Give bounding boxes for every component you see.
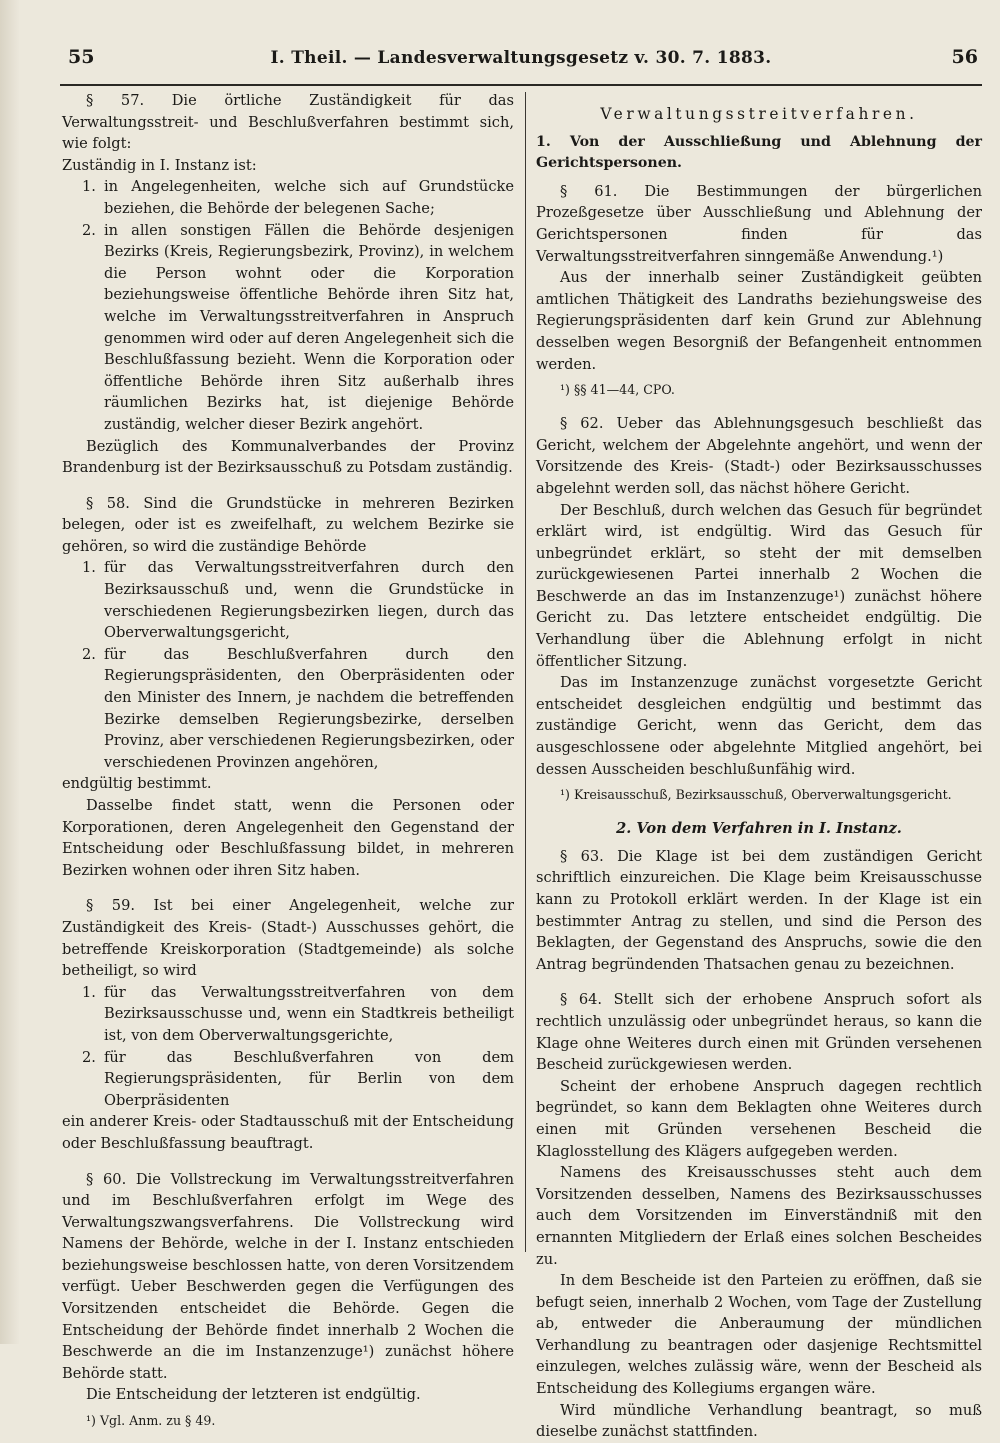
section-61: § 61. Die Bestimmungen der bürgerlichen Prozeßgesetze über Ausschließung und Ablehnung der Gerichtspersonen finden für das Verwaltungsstreitverfahren sinngemäße Anwendung.¹): [536, 182, 982, 265]
subheading-2: 2. Von dem Verfahren in I. Instanz.: [616, 820, 902, 838]
section-57-item: 2. in allen sonstigen Fällen die Behörde desjenigen Bezirks (Kreis, Regierungsbezirk, Provinz), in welchem die Person wohnt oder die Korporation beziehungsweise öffentliche Behörde ihren Sitz hat, welche im Verwaltungsstreitverfahren in Anspruch genommen wird oder auf deren Angelegenheit sich die Beschlußfassung bezieht. Wenn die Korporation oder öffentliche Behörde ihren Sitz außerhalb ihres räumlichen Bezirks hat, ist diejenige Behörde zuständig, welcher dieser Bezirk angehört.: [82, 221, 514, 433]
section-62-c: Das im Instanzenzuge zunächst vorgesetzte Gericht entscheidet desgleichen endgültig und bestimmt das zuständige Gericht, wenn das Gericht, dem das ausgeschlossene oder abgelehnte Mitglied angehört, bei dessen Ausscheiden beschlußunfähig wird.: [536, 674, 982, 778]
section-57-item: 1. in Angelegenheiten, welche sich auf Grundstücke beziehen, die Behörde der belegenen Sache;: [82, 178, 514, 217]
section-64: § 64. Stellt sich der erhobene Anspruch sofort als rechtlich unzulässig oder unbegründet heraus, so kann die Klage ohne Weiteres durch einen mit Gründen versehenen Bescheid zurückgewiesen werden.: [536, 991, 982, 1074]
footnote-61: ¹) §§ 41—44, CPO.: [560, 382, 675, 398]
section-59-item: 1. für das Verwaltungsstreitverfahren von dem Bezirksausschusse und, wenn ein Stadtkreis betheiligt ist, von dem Oberverwaltungsgerichte,: [82, 983, 514, 1044]
header-rule: [60, 84, 982, 86]
section-58-item: 2. für das Beschlußverfahren durch den Regierungspräsidenten, den Oberpräsidenten oder den Minister des Innern, je nachdem die betreffenden Bezirke demselben Regierungsbezirke, derselben Provinz, aber verschiedenen Regierungsbezirken, oder verschiedenen Provinzen angehören,: [82, 645, 514, 771]
chapter-heading: Verwaltungsstreitverfahren.: [600, 105, 918, 123]
section-60: § 60. Die Vollstreckung im Verwaltungsstreitverfahren und im Beschlußverfahren erfolgt im Wege des Verwaltungszwangsverfahrens. Die Vollstreckung wird Namens der Behörde, welche in der I. Instanz entschieden beziehungsweise beschlossen hatte, von deren Vorsitzendem verfügt. Ueber Beschwerden gegen die Verfügungen des Vorsitzenden entscheidet die Behörde. Gegen die Entscheidung der Behörde findet innerhalb 2 Wochen die Beschwerde an die im Instanzenzuge¹) zunächst höhere Behörde statt.: [62, 1170, 514, 1382]
left-column: [62, 90, 514, 1430]
right-page-number: 56: [951, 46, 978, 68]
section-62: § 62. Ueber das Ablehnungsgesuch beschließt das Gericht, welchem der Abgelehnte angehört, und wenn der Vorsitzende des Kreis- (Stadt-) oder Bezirksausschusses abgelehnt werden soll, das nächst höhere Gericht.: [536, 415, 982, 497]
right-column: [536, 90, 982, 1443]
section-62-b: Der Beschluß, durch welchen das Gesuch für begründet erklärt wird, ist endgültig. Wird das Gesuch für unbegründet erklärt, so steht der mit demselben zurückgewiesenen Partei innerhalb 2 Wochen die Beschwerde an das im Instanzenzuge¹) zunächst höhere Gericht zu. Das letztere entscheidet endgültig. Die Verhandlung über die Ablehnung erfolgt in nicht öffentlicher Sitzung.: [536, 501, 982, 670]
footnote-62: ¹) Kreisausschuß, Bezirksausschuß, Oberverwaltungsgericht.: [560, 787, 952, 803]
section-57-intro: § 57. Die örtliche Zuständigkeit für das Verwaltungsstreit- und Beschlußverfahren bestimmt sich, wie folgt:: [62, 92, 514, 153]
subheading-1: 1. Von der Ausschließung und Ablehnung der Gerichtspersonen.: [536, 133, 982, 172]
section-58-item: 1. für das Verwaltungsstreitverfahren durch den Bezirksausschuß und, wenn die Grundstücke in verschiedenen Regierungsbezirken liegen, durch das Oberverwaltungsgericht,: [82, 559, 514, 642]
section-64-d: In dem Bescheide ist den Parteien zu eröffnen, daß sie befugt seien, innerhalb 2 Wochen, vom Tage der Zustellung ab, entweder die Anberaumung der mündlichen Verhandlung zu beantragen oder dasjenige Rechtsmittel einzulegen, welches zulässig wäre, wenn der Bescheid als Entscheidung des Kollegiums ergangen wäre.: [536, 1272, 982, 1398]
column-divider: [525, 92, 526, 1252]
section-59-intro: § 59. Ist bei einer Angelegenheit, welche zur Zuständigkeit des Kreis- (Stadt-) Ausschusses gehört, die betreffende Kreiskorporation (Stadtgemeinde) als solche betheiligt, so wird: [62, 897, 514, 980]
section-58-end: endgültig bestimmt.: [62, 775, 212, 793]
section-58-intro: § 58. Sind die Grundstücke in mehreren Bezirken belegen, oder ist es zweifelhaft, zu welchem Bezirke sie gehören, so wird die zuständige Behörde: [62, 494, 514, 555]
section-59-item: 2. für das Beschlußverfahren von dem Regierungspräsidenten, für Berlin von dem Oberpräsidenten: [82, 1048, 514, 1109]
section-63: § 63. Die Klage ist bei dem zuständigen Gericht schriftlich einzureichen. Die Klage beim Kreisausschusse kann zu Protokoll erklärt werden. In der Klage ist ein bestimmter Antrag zu stellen, und sind die Person des Beklagten, der Gegenstand des Anspruchs, sowie die den Antrag begründenden Thatsachen genau zu bezeichnen.: [536, 847, 982, 973]
section-57-line: Zuständig in I. Instanz ist:: [62, 156, 257, 174]
running-title: I. Theil. — Landesverwaltungsgesetz v. 30. 7. 1883.: [270, 48, 772, 68]
section-58-after: Dasselbe findet statt, wenn die Personen oder Korporationen, deren Angelegenheit den Gegenstand der Entscheidung oder Beschlußfassung bildet, in mehreren Bezirken wohnen oder ihren Sitz haben.: [62, 797, 514, 879]
section-61-b: Aus der innerhalb seiner Zuständigkeit geübten amtlichen Thätigkeit des Landraths beziehungsweise des Regierungspräsidenten darf kein Grund zur Ablehnung desselben wegen Besorgniß der Befangenheit entnommen werden.: [536, 269, 982, 373]
section-57-after: Bezüglich des Kommunalverbandes der Provinz Brandenburg ist der Bezirksausschuß zu Potsdam zuständig.: [62, 437, 514, 477]
left-page-number: 55: [68, 46, 95, 68]
section-59-end: ein anderer Kreis- oder Stadtausschuß mit der Entscheidung oder Beschlußfassung beauftragt.: [62, 1113, 514, 1152]
section-60-after: Die Entscheidung der letzteren ist endgültig.: [86, 1386, 421, 1404]
page-bleed-edge: [0, 0, 20, 1344]
running-header: [60, 46, 982, 80]
section-64-c: Namens des Kreisausschusses steht auch dem Vorsitzenden desselben, Namens des Bezirksausschusses auch dem Vorsitzenden im Einverständniß mit den ernannten Mitgliedern der Erlaß eines solchen Bescheides zu.: [536, 1164, 982, 1268]
section-64-b: Scheint der erhobene Anspruch dagegen rechtlich begründet, so kann dem Beklagten ohne Weiteres durch einen mit Gründen versehenen Bescheid die Klaglosstellung des Klägers aufgegeben werden.: [536, 1077, 982, 1160]
left-footnote: ¹) Vgl. Anm. zu § 49.: [86, 1413, 216, 1429]
section-64-e: Wird mündliche Verhandlung beantragt, so muß dieselbe zunächst stattfinden.: [536, 1401, 982, 1441]
